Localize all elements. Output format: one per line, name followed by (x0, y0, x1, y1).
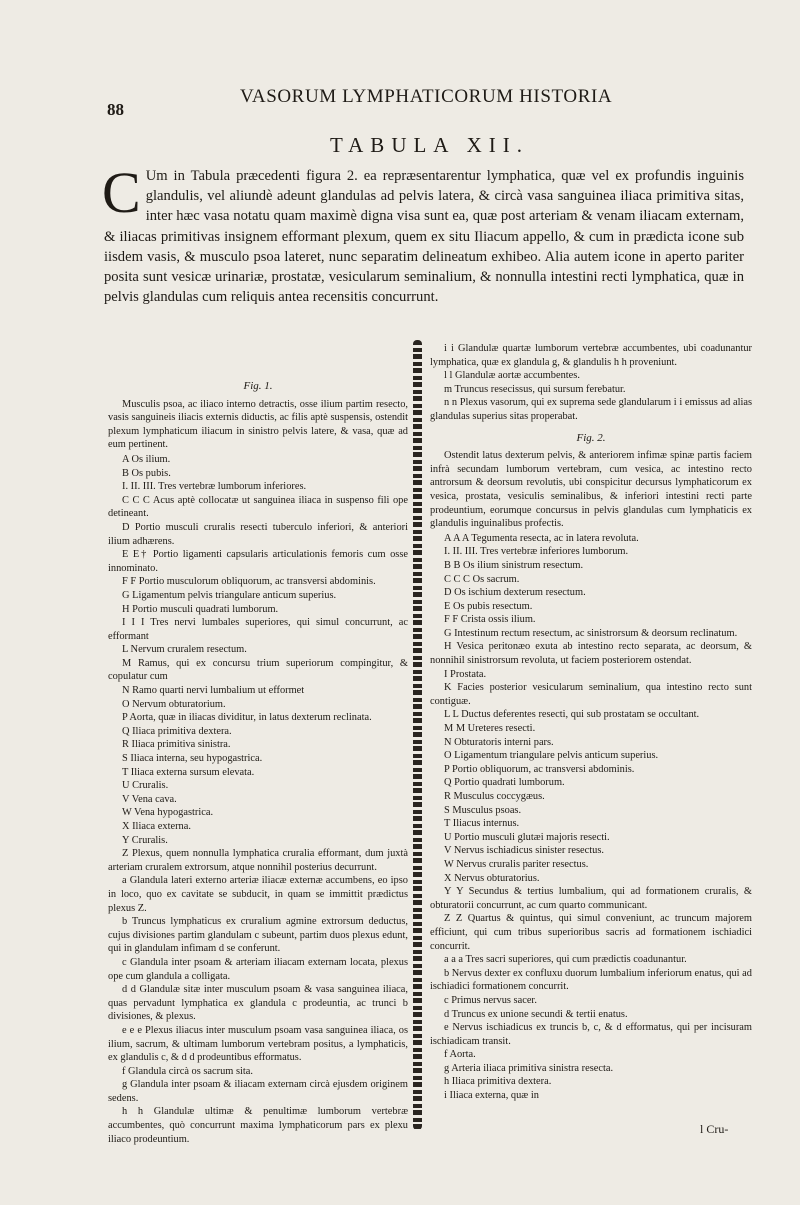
fig1-legend-entry: h h Glandulæ ultimæ & penultimæ lumborum vertebræ accumbentes, quò concurrunt maxima lymphaticorum pars ex plexu iliaco prodeuntium. (108, 1106, 408, 1145)
fig2-legend-entry: g Arteria iliaca primitiva sinistra resecta. (444, 1062, 614, 1074)
fig2-legend-entry: N Obturatoris interni pars. (444, 736, 554, 748)
fig1-description: Musculis psoa, ac iliaco interno detractis, osse ilium partim resecto, vasis sanguineis iliacis externis diductis, ac filis aptè suspensis, ostendit plexum lymphaticum iliacum in sinistro pelvis latere, & vasa, quæ ad eum pertinent. (108, 398, 408, 451)
fig2-legend-entry: i Iliaca externa, quæ in (444, 1090, 539, 1102)
fig1-legend-entry: I. II. III. Tres vertebræ lumborum inferiores. (122, 481, 307, 493)
fig1-legend-entry: R Iliaca primitiva sinistra. (122, 739, 231, 751)
fig1-legend-entry: a Glandula lateri externo arteriæ iliacæ externæ accumbens, eo ipso in loco, quo ex cavitate se subducit, in quam se immittit prædictus plexus Z. (108, 875, 408, 914)
fig1-legend-entry: P Aorta, quæ in iliacas dividitur, in latus dexterum reclinata. (122, 712, 372, 724)
fig2-legend-entry: D Os ischium dexterum resectum. (444, 587, 586, 599)
drop-capital: C (102, 160, 141, 225)
fig2-legend-entry: T Iliacus internus. (444, 818, 520, 830)
fig1-legend-entry: W Vena hypogastrica. (122, 807, 214, 819)
fig2-legend-entry: O Ligamentum triangulare pelvis anticum superius. (444, 750, 659, 762)
fig1-legend-entry: Y Cruralis. (122, 834, 168, 846)
fig2-legend-entry: M M Ureteres resecti. (444, 723, 536, 735)
fig2-legend-entry: R Musculus coccygæus. (444, 791, 545, 802)
fig1-legend-entry: d d Glandulæ sitæ inter musculum psoam & vasa sanguinea iliaca, quas pervadunt lymphatica ex glandula c prodeuntia, ac trunci b divisiones, & plexus. (108, 984, 408, 1023)
fig1-legend-entry: B Os pubis. (122, 467, 171, 479)
column-divider-ornament (413, 340, 422, 1130)
fig1-legend-entry: l l Glandulæ aortæ accumbentes. (444, 370, 580, 382)
fig1-legend-entry: n n Plexus vasorum, qui ex suprema sede glandularum i i emissus ad alias glandulas superius sitas properabat. (430, 397, 752, 422)
left-column (108, 378, 408, 1146)
fig1-legend-entry: Q Iliaca primitiva dextera. (122, 725, 232, 737)
fig1-legend-entry: b Truncus lymphaticus ex cruralium agmine extrorsum deductus, cujus divisiones partim glandulam c subeunt, partim duos plexus edunt, qui in glandulam infimam d se conferunt. (108, 916, 408, 955)
fig1-legend-entry: E E† Portio ligamenti capsularis articulationis femoris cum osse innominato. (108, 549, 408, 574)
running-head: VASORUM LYMPHATICORUM HISTORIA (240, 86, 613, 107)
fig2-legend-entry: H Vesica peritonæo exuta ab intestino recto separata, ac deorsum, & nonnihil sinistrorsum revoluta, ut faciem posteriorem ostendat. (430, 641, 752, 667)
fig2-legend-list (430, 532, 752, 1103)
fig2-legend-entry: h Iliaca primitiva dextera. (444, 1076, 552, 1088)
fig2-legend-entry: e Nervus ischiadicus ex truncis b, c, & d efformatus, qui per incisuram ischiadicam transit. (430, 1022, 752, 1047)
fig1-legend-entry: f Glandula circà os sacrum sita. (122, 1065, 253, 1077)
fig2-legend-entry: B B Os ilium sinistrum resectum. (444, 559, 584, 571)
fig1-legend-entry: Z Plexus, quem nonnulla lymphatica cruralia efformant, dum juxtà arteriam cruralem extrorsum, atque nonnihil posterius decurrunt. (108, 848, 408, 873)
fig2-legend-entry: c Primus nervus sacer. (444, 994, 537, 1006)
fig1-legend-entry: F F Portio musculorum obliquorum, ac transversi abdominis. (122, 576, 376, 588)
fig1-legend-entry: D Portio musculi cruralis resecti tuberculo inferiori, & anteriori ilium adhærens. (108, 521, 408, 547)
fig2-legend-entry: Z Z Quartus & quintus, qui simul conveniunt, ac truncum majorem efficiunt, qui cum tribus superioribus sacris ad formationem ischiadici concurrit. (430, 913, 752, 952)
fig1-legend-entry: M Ramus, qui ex concursu trium superiorum compingitur, & copulatur cum (108, 657, 408, 683)
fig2-legend-entry: b Nervus dexter ex confluxu duorum lumbalium inferiorum enatus, qui ad ischiadici formationem concurrit. (430, 967, 752, 993)
fig2-legend-entry: I. II. III. Tres vertebræ inferiores lumborum. (444, 546, 629, 558)
fig2-legend-entry: W Nervus cruralis pariter resectus. (444, 858, 589, 870)
fig1-legend-entry: c Glandula inter psoam & arteriam iliacam externam locata, plexus ope cum glandula a colligata. (108, 956, 408, 982)
fig1-legend-entry: e e e Plexus iliacus inter musculum psoam vasa sanguinea iliaca, os ilium, sacrum, & ultimam lumborum vertebram positus, a lymphaticis, ex glandulis c, & d d prodeuntibus efformatus. (108, 1024, 408, 1064)
fig2-legend-entry: U Portio musculi glutæi majoris resecti. (444, 831, 610, 843)
fig2-legend-entry: I Prostata. (444, 668, 487, 680)
intro-paragraph (102, 160, 744, 307)
fig1-legend-entry: U Cruralis. (122, 780, 169, 792)
fig1-legend-entry: H Portio musculi quadrati lumborum. (122, 603, 279, 615)
intro-text: Um in Tabula præcedenti figura 2. ea repræsentarentur lymphatica, quæ vel ex profundis inguinis glandulis, vel aliundè adeunt glandulas ad pelvis latera, & circà vasa sanguinea iliaca primitiva sitas, inter hæc vasa notatu quam maximè digna visa sunt ea, quæ post arteriam & venam iliacam externam, & iliacas primitivas insignem efformant plexum, quem ex situ Iliacum appello, & cum in prædicta icone sub iisdem vasis, & musculo psoa lateret, nunc separatim delineatum exhibeo. Alia autem icone in aperto pariter posita sunt vesicæ urinariæ, prostatæ, vesicularum seminalium, & nonnulla intestini recti lymphatica, quæ in pelvis glandulas cum reliquis antea recensitis concurrunt. (104, 168, 744, 306)
fig1-legend-entry: X Iliaca externa. (122, 821, 191, 832)
fig2-legend-entry: V Nervus ischiadicus sinister resectus. (444, 845, 604, 857)
fig1-legend-entry: O Nervum obturatorium. (122, 698, 226, 710)
fig2-heading: Fig. 2. (576, 431, 606, 444)
fig2-legend-entry: G Intestinum rectum resectum, ac sinistrorsum & deorsum reclinatum. (444, 627, 738, 639)
fig2-legend-entry: a a a Tres sacri superiores, qui cum prædictis coadunantur. (444, 954, 687, 966)
fig2-legend-entry: Q Portio quadrati lumborum. (444, 777, 565, 789)
fig1-legend-entry: V Vena cava. (122, 793, 177, 805)
fig1-legend-list (108, 453, 408, 1146)
fig1-legend-entry: m Truncus resecissus, qui sursum ferebatur. (444, 383, 626, 395)
fig1-legend-entry: S Iliaca interna, seu hypogastrica. (122, 753, 263, 765)
fig1-legend-entry: N Ramo quarti nervi lumbalium ut efformet (122, 685, 305, 697)
fig2-legend-entry: K Facies posterior vesicularum seminalium, qua intestino recto sunt contiguæ. (430, 682, 752, 707)
fig1-heading: Fig. 1. (243, 380, 273, 392)
plate-title: TABULA XII. (330, 133, 529, 157)
fig2-legend-entry: C C C Os sacrum. (444, 573, 520, 585)
fig1-legend-entry: i i Glandulæ quartæ lumborum vertebræ accumbentes, ubi coadunantur lymphatica, quæ ex glandula g, & glandulis h h proveniunt. (430, 343, 752, 368)
fig2-legend-entry: L L Ductus deferentes resecti, qui sub prostatam se occultant. (444, 709, 700, 721)
fig1-legend-entry: T Iliaca externa sursum elevata. (122, 766, 255, 778)
fig2-legend-entry: P Portio obliquorum, ac transversi abdominis. (444, 763, 635, 775)
fig2-description: Ostendit latus dexterum pelvis, & anteriorem infimæ spinæ partis faciem infrà secundam lumborum vertebram, cum vesica, ac intestino recto antrorsum & deorsum revolutis, ubi conspicitur decursus lymphaticorum ex vesica, prostata, vesiculis seminalibus, & inferiori intestini recti parte prodeuntium, eorumque concursus in pelvis glandulas cum lymphaticis ex glandulis inguinalibus profectis. (430, 450, 752, 530)
fig2-legend-entry: X Nervus obturatorius. (444, 872, 540, 884)
fig1-legend-entry: G Ligamentum pelvis triangulare anticum superius. (122, 589, 337, 601)
fig1-legend-entry: g Glandula inter psoam & iliacam externam circà ejusdem originem sedens. (108, 1079, 408, 1104)
catchword: l Cru- (700, 1122, 729, 1136)
fig2-legend-entry: f Aorta. (444, 1049, 476, 1061)
page-number: 88 (107, 100, 124, 119)
fig1-continued-list (430, 342, 752, 424)
fig2-legend-entry: F F Crista ossis ilium. (444, 614, 536, 626)
fig1-legend-entry: L Nervum cruralem resectum. (122, 644, 247, 656)
right-column (430, 342, 752, 1103)
fig2-legend-entry: E Os pubis resectum. (444, 600, 533, 612)
fig1-legend-entry: I I I Tres nervi lumbales superiores, qui simul concurrunt, ac efformant (108, 617, 408, 642)
fig1-legend-entry: A Os ilium. (122, 453, 171, 465)
fig2-legend-entry: d Truncus ex unione secundi & tertii enatus. (444, 1008, 628, 1020)
fig2-legend-entry: S Musculus psoas. (444, 804, 522, 816)
fig2-legend-entry: A A A Tegumenta resecta, ac in latera revoluta. (444, 532, 639, 544)
fig1-legend-entry: C C C Acus aptè collocatæ ut sanguinea iliaca in suspenso fili ope detineant. (108, 494, 408, 520)
fig2-legend-entry: Y Y Secundus & tertius lumbalium, qui ad formationem cruralis, & obturatorii concurrunt, ac cum quarto communicant. (430, 886, 752, 911)
